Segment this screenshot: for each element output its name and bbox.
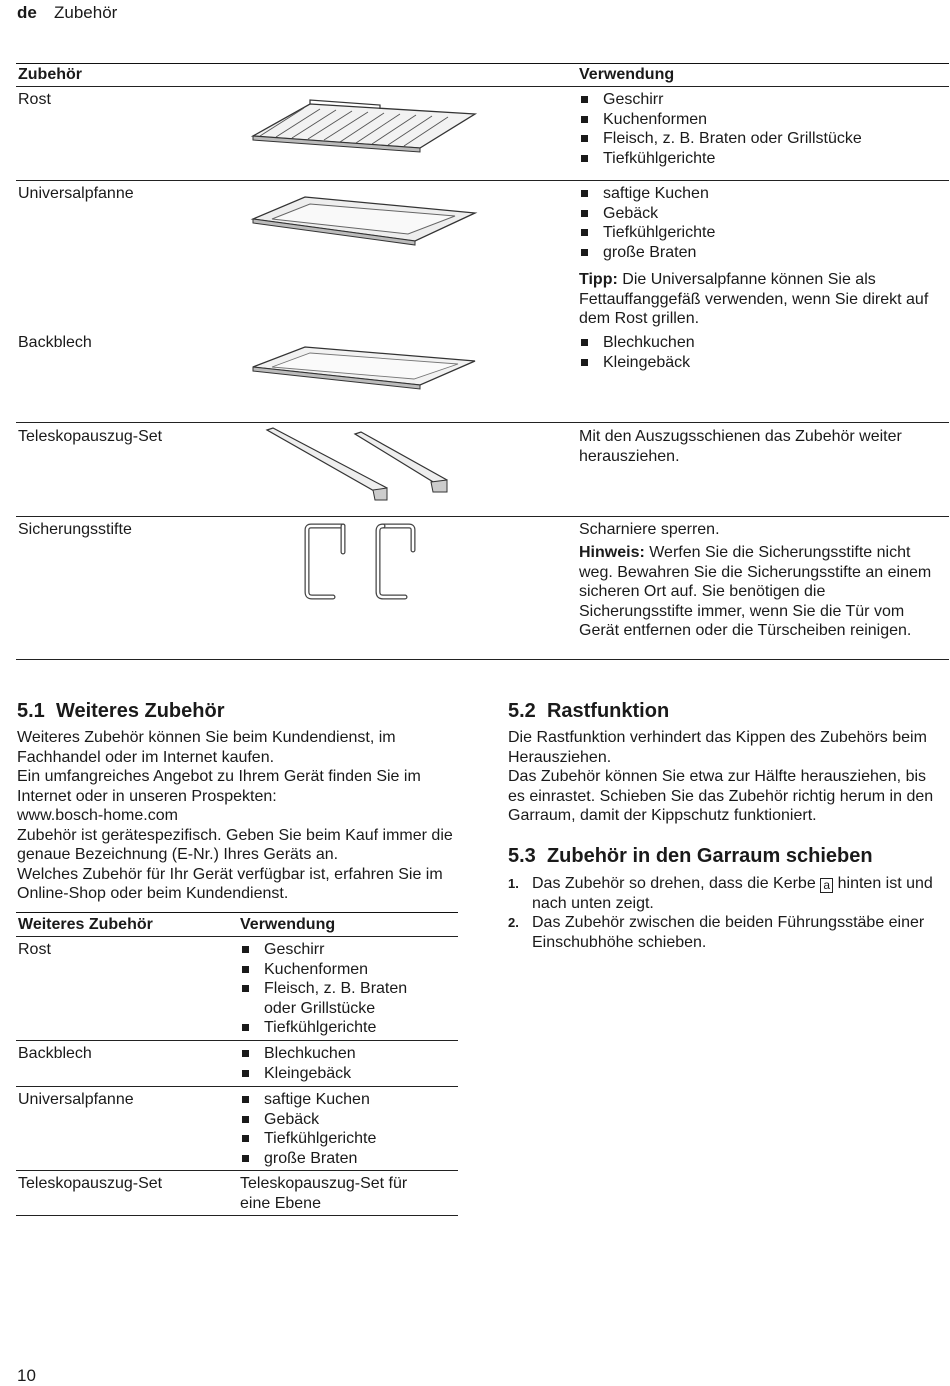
header-rule [16, 86, 949, 87]
step-text: Das Zubehör so drehen, dass die Kerbe [532, 875, 821, 892]
table-top-rule [16, 912, 458, 913]
section-title: Weiteres Zubehör [55, 700, 225, 722]
usage-list-backblech [240, 1044, 440, 1083]
paragraph: Welches Zubehör für Ihr Gerät verfügbar ist, erfahren Sie im Online-Shop oder beim Kundendienst. [17, 865, 443, 902]
list-item: Tiefkühlgerichte [579, 223, 939, 243]
list-item: Blechkuchen [579, 333, 939, 353]
section-heading-5-3 [508, 844, 948, 868]
rack-illustration [250, 100, 480, 155]
section-title: Zubehör in den Garraum schieben [546, 845, 873, 867]
usage-list-rost [240, 940, 440, 1038]
usage-list-backblech [579, 333, 939, 372]
row-rule [16, 1086, 458, 1087]
step-item [508, 913, 938, 952]
list-item: Gebäck [240, 1110, 440, 1130]
section-number: 5.2 [508, 700, 536, 722]
table-top-rule [16, 63, 949, 64]
step-number: 1. [508, 876, 519, 891]
section-heading-5-2 [508, 699, 948, 723]
row-rule [16, 422, 949, 423]
row-name-rost: Rost [18, 941, 51, 958]
page-number: 10 [17, 1366, 36, 1385]
list-item: Tiefkühlgerichte [240, 1018, 440, 1038]
list-item: Geschirr [240, 940, 440, 960]
telescopic-rails-illustration [265, 426, 455, 506]
header-rule [16, 936, 458, 937]
list-item: Gebäck [579, 204, 939, 224]
paragraph: Weiteres Zubehör können Sie beim Kundendienst, im Fachhandel oder im Internet kaufen. [17, 729, 396, 766]
paragraph: Die Rastfunktion verhindert das Kippen des Zubehörs beim Herausziehen. [508, 729, 927, 766]
list-item: Tiefkühlgerichte [240, 1129, 440, 1149]
row-name-teleskopauszug: Teleskopauszug-Set [18, 428, 163, 445]
instruction-steps [508, 874, 938, 952]
column-header-usage: Verwendung [240, 916, 336, 933]
list-item: saftige Kuchen [579, 184, 939, 204]
section-number: 5.3 [508, 845, 536, 867]
row-name-universalpfanne: Universalpfanne [18, 185, 134, 202]
section-5-1-body [17, 728, 457, 904]
column-header-further-accessory: Weiteres Zubehör [18, 916, 153, 933]
baking-tray-illustration [250, 345, 480, 390]
table-bottom-rule [16, 1215, 458, 1216]
usage-list-rost [579, 90, 939, 168]
section-title: Rastfunktion [546, 700, 670, 722]
row-name-backblech: Backblech [18, 334, 92, 351]
step-text: Das Zubehör zwischen die beiden Führungsstäbe einer Einschubhöhe schieben. [532, 914, 925, 951]
row-rule [16, 516, 949, 517]
paragraph: Das Zubehör können Sie etwa zur Hälfte herausziehen, bis es einrastet. Schieben Sie das Zubehör richtig herum in den Garraum, damit der Kippschutz funktioniert. [508, 768, 934, 824]
list-item: Blechkuchen [240, 1044, 440, 1064]
row-rule [16, 1170, 458, 1171]
website-link[interactable]: www.bosch-home.com [17, 807, 178, 824]
note-paragraph [579, 543, 939, 641]
row-rule [16, 180, 949, 181]
usage-text-sicherungsstifte: Scharniere sperren. [579, 521, 720, 538]
step-item [508, 874, 938, 913]
list-item: saftige Kuchen [240, 1090, 440, 1110]
list-item: Kuchenformen [579, 110, 939, 130]
language-code: de [17, 3, 37, 22]
page-header-title: Zubehör [54, 3, 118, 22]
step-text-cont: hinten ist und nach unten zeigt. [532, 875, 933, 912]
notch-marker: a [820, 878, 833, 893]
list-item: Fleisch, z. B. Braten oder Grillstücke [240, 979, 440, 1018]
locking-pins-illustration [305, 520, 425, 602]
usage-list-universalpfanne [240, 1090, 440, 1168]
usage-list-universalpfanne [579, 184, 939, 262]
tip-paragraph [579, 270, 944, 329]
row-name-rost: Rost [18, 91, 51, 108]
section-5-2-body [508, 728, 946, 826]
step-number: 2. [508, 915, 519, 930]
row-name-universalpfanne: Universalpfanne [18, 1091, 134, 1108]
column-header-accessory: Zubehör [18, 66, 82, 83]
paragraph: Ein umfangreiches Angebot zu Ihrem Gerät finden Sie im Internet oder in unseren Prospekten: [17, 768, 421, 805]
paragraph: Zubehör ist gerätespezifisch. Geben Sie beim Kauf immer die genaue Bezeichnung (E-Nr.) Ihres Geräts an. [17, 826, 453, 863]
row-rule [16, 1040, 458, 1041]
note-text: Werfen Sie die Sicherungsstifte nicht weg. Bewahren Sie die Sicherungsstifte an einem sicheren Ort auf. Sie benötigen die Sicherungsstifte immer, wenn Sie die Tür vom Gerät entfernen oder die Türscheiben reinigen. [579, 544, 932, 639]
tip-label: Tipp: [579, 271, 618, 288]
list-item: Geschirr [579, 90, 939, 110]
tip-text: Die Universalpfanne können Sie als Fettauffanggefäß verwenden, wenn Sie direkt auf dem Rost grillen. [579, 271, 929, 327]
section-number: 5.1 [17, 700, 45, 722]
list-item: Tiefkühlgerichte [579, 149, 939, 169]
note-label: Hinweis: [579, 544, 645, 561]
usage-text-teleskopauszug: Mit den Auszugsschienen das Zubehör weiter herausziehen. [579, 428, 902, 465]
row-name-backblech: Backblech [18, 1045, 92, 1062]
list-item: große Braten [579, 243, 939, 263]
list-item: Kleingebäck [579, 353, 939, 373]
list-item: Kuchenformen [240, 960, 440, 980]
usage-text-teleskopauszug: Teleskopauszug-Set für eine Ebene [240, 1175, 408, 1212]
list-item: Fleisch, z. B. Braten oder Grillstücke [579, 129, 939, 149]
list-item: große Braten [240, 1149, 440, 1169]
row-name-sicherungsstifte: Sicherungsstifte [18, 521, 132, 538]
universal-pan-illustration [250, 195, 480, 245]
table-bottom-rule [16, 659, 949, 660]
section-heading-5-1 [17, 699, 457, 723]
column-header-usage: Verwendung [579, 66, 675, 83]
row-name-teleskopauszug: Teleskopauszug-Set [18, 1175, 163, 1192]
list-item: Kleingebäck [240, 1064, 440, 1084]
